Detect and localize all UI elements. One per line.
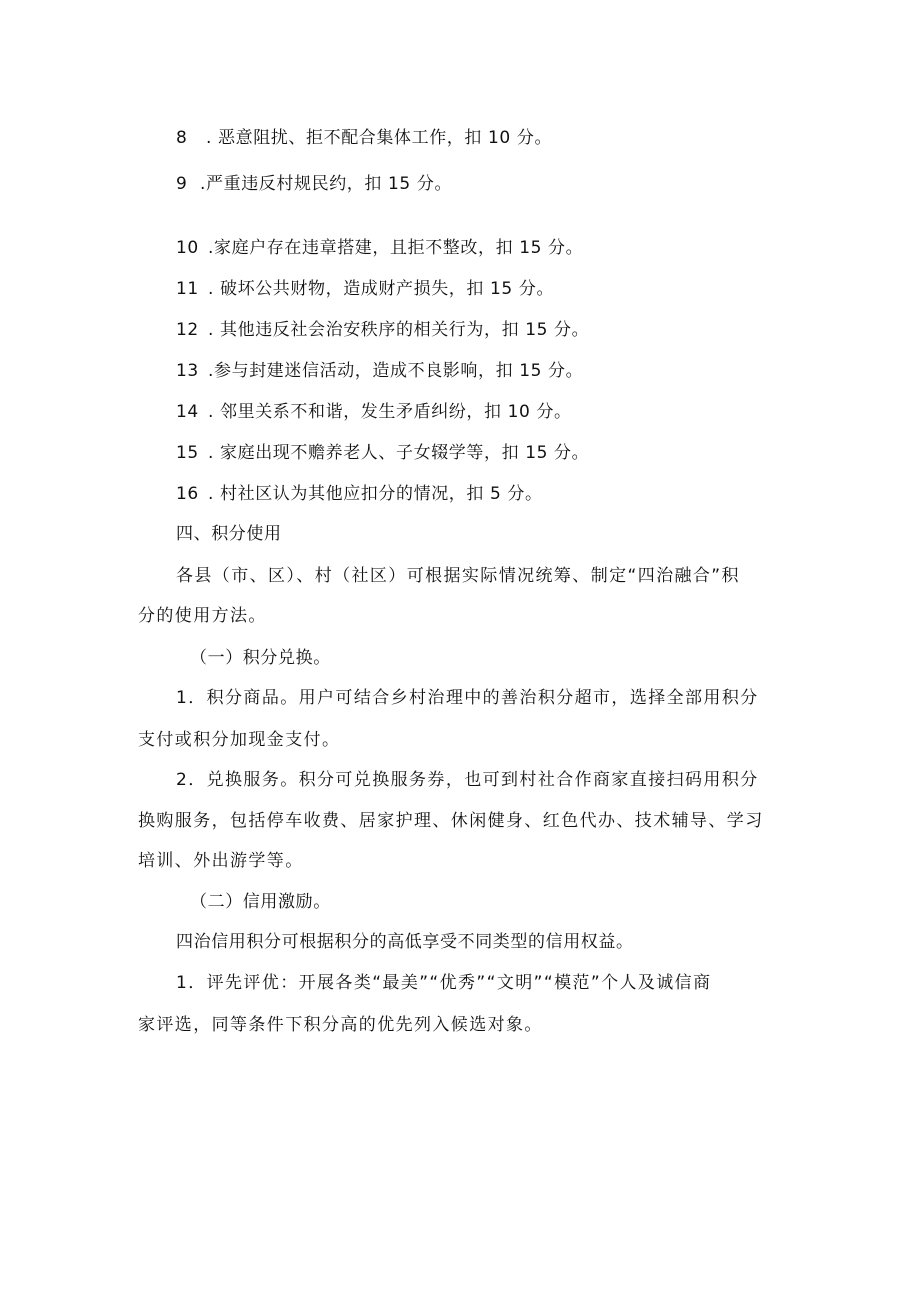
section-heading: 四、积分使用 (176, 524, 282, 544)
item-number: 16 (176, 484, 199, 504)
item-text: . 破坏公共财物，造成财产损失，扣 15 分。 (208, 279, 555, 299)
item-number: 10 (176, 238, 199, 258)
subsection-heading: （二）信用激励。 (190, 892, 331, 912)
item-number: 11 (176, 279, 199, 299)
list-item (176, 359, 826, 383)
item-text: .家庭户存在违章搭建，且拒不整改，扣 15 分。 (208, 238, 584, 258)
item-number: 13 (176, 361, 199, 381)
item-number: 9 (176, 174, 188, 194)
paragraph-line: 1．评先评优：开展各类“最美”“优秀”“文明”“模范”个人及诚信商 (176, 973, 712, 993)
list-item (176, 441, 826, 465)
list-item (176, 482, 826, 506)
paragraph-line: 换购服务，包括停车收费、居家护理、休闲健身、红色代办、技术辅导、学习 (138, 811, 764, 831)
item-text: . 恶意阻扰、拒不配合集体工作，扣 10 分。 (206, 128, 553, 148)
paragraph-line: 各县（市、区）、村（社区）可根据实际情况统筹、制定“四治融合”积 (176, 566, 740, 586)
list-item (176, 172, 826, 196)
item-text: . 其他违反社会治安秩序的相关行为，扣 15 分。 (208, 320, 590, 340)
list-item (176, 236, 826, 260)
paragraph-line: 2．兑换服务。积分可兑换服务券，也可到村社合作商家直接扫码用积分 (176, 770, 759, 790)
item-number: 14 (176, 402, 199, 422)
item-text: . 家庭出现不赡养老人、子女辍学等，扣 15 分。 (208, 443, 590, 463)
list-item (176, 277, 826, 301)
list-item (176, 318, 826, 342)
item-number: 15 (176, 443, 199, 463)
paragraph-line: 支付或积分加现金支付。 (138, 730, 341, 750)
item-number: 8 (176, 128, 188, 148)
paragraph-line: 家评选，同等条件下积分高的优先列入候选对象。 (138, 1015, 543, 1035)
paragraph-line: 1．积分商品。用户可结合乡村治理中的善治积分超市，选择全部用积分 (176, 688, 759, 708)
item-text: .参与封建迷信活动，造成不良影响，扣 15 分。 (208, 361, 584, 381)
item-number: 12 (176, 320, 199, 340)
list-item (176, 400, 826, 424)
subsection-heading: （一）积分兑换。 (190, 648, 331, 668)
item-text: . 邻里关系不和谐，发生矛盾纠纷，扣 10 分。 (208, 402, 572, 422)
paragraph-line: 培训、外出游学等。 (138, 851, 304, 871)
item-text: .严重违反村规民约，扣 15 分。 (200, 174, 453, 194)
paragraph-line: 分的使用方法。 (138, 606, 267, 626)
item-text: . 村社区认为其他应扣分的情况，扣 5 分。 (208, 484, 543, 504)
paragraph-line: 四治信用积分可根据积分的高低享受不同类型的信用权益。 (176, 932, 634, 952)
list-item (176, 126, 826, 150)
